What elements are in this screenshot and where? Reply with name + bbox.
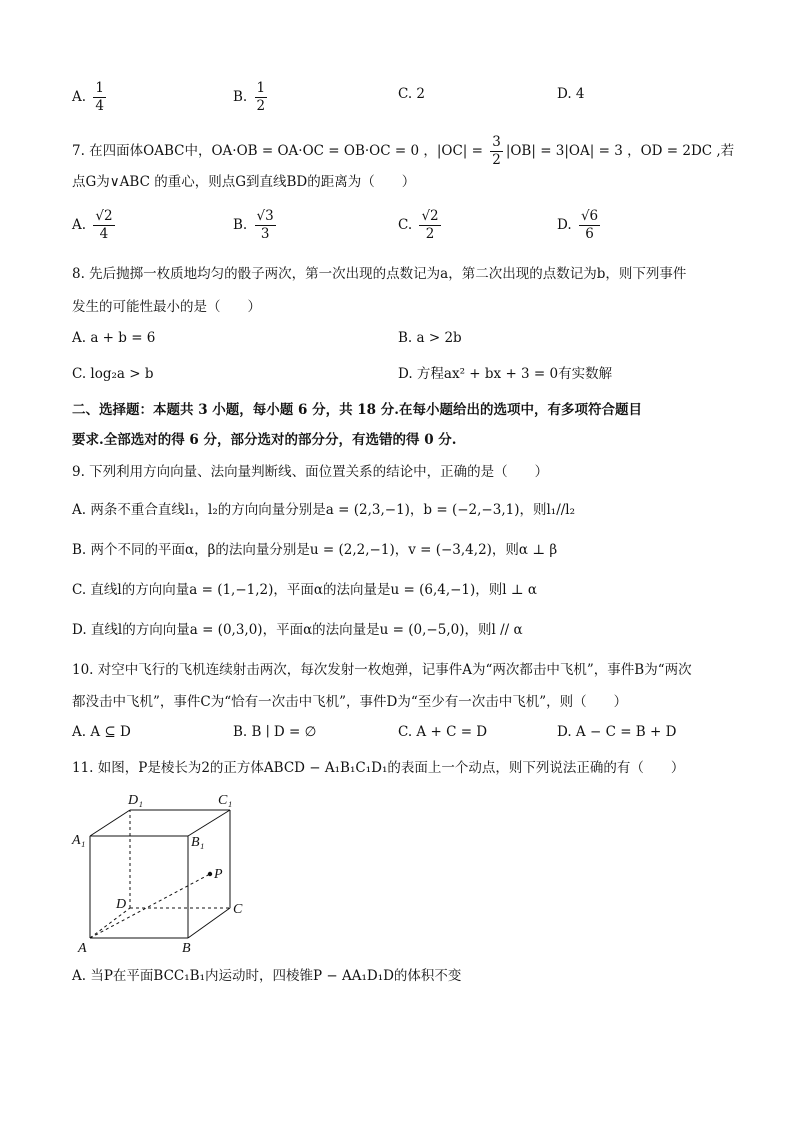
q7-option-c: C. $\frac{√2}{2}$ bbox=[398, 208, 439, 242]
label-B: B bbox=[182, 941, 191, 956]
q10-option-c: C. A + C = D bbox=[398, 724, 488, 740]
q10-option-b: B. B ∣ D = ∅ bbox=[233, 724, 317, 740]
q6-option-a: A. $\frac{1}{4}$ bbox=[72, 80, 104, 114]
q7-option-b: B. $\frac{√3}{3}$ bbox=[233, 208, 274, 242]
q6-option-b: B. $\frac{1}{2}$ bbox=[233, 80, 266, 114]
label-B1: B₁ bbox=[191, 835, 205, 850]
q9-option-c: C. 直线l的方向向量a = (1,−1,2)，平面α的法向量是u = (6,4,−1)，则l ⊥ α bbox=[72, 582, 537, 598]
edge-A1-D1 bbox=[90, 810, 130, 836]
q9-stem: 9. 下列利用方向向量、法向量判断线、面位置关系的结论中，正确的是（ ） bbox=[72, 464, 549, 480]
q8-stem-line2: 发生的可能性最小的是（ ） bbox=[72, 299, 261, 315]
q10-stem-line2: 都没击中飞机”，事件C为“恰有一次击中飞机”，事件D为“至少有一次击中飞机”，则（ ） bbox=[72, 694, 628, 710]
q7-fraction: $\frac{3}{2}$ bbox=[492, 134, 501, 168]
label-D1: D₁ bbox=[128, 793, 143, 808]
q9-option-d: D. 直线l的方向向量a = (0,3,0)，平面α的法向量是u = (0,−5,0)，则l // α bbox=[72, 622, 523, 638]
point-P bbox=[208, 872, 212, 876]
q8-option-d: D. 方程ax² + bx + 3 = 0有实数解 bbox=[398, 366, 613, 382]
q9-option-a: A. 两条不重合直线l₁，l₂的方向向量分别是a = (2,3,−1)，b = (−2,−3,1)，则l₁//l₂ bbox=[72, 502, 576, 518]
q10-stem-line1: 10. 对空中飞行的飞机连续射击两次，每次发射一枚炮弹，记事件A为“两次都击中飞机”，事件B为“两次 bbox=[72, 662, 692, 678]
label-A: A bbox=[78, 941, 87, 956]
q10-option-d: D. A − C = B + D bbox=[557, 724, 677, 740]
edge-B-C bbox=[188, 908, 230, 938]
q10-option-a: A. A ⊆ D bbox=[72, 724, 131, 740]
section2-heading-line1: 二、选择题：本题共 3 小题，每小题 6 分，共 18 分.在每小题给出的选项中，有多项符合题目 bbox=[72, 402, 642, 418]
edge-A-D bbox=[90, 908, 130, 938]
q11-stem: 11. 如图，P是棱长为2的正方体ABCD − A₁B₁C₁D₁的表面上一个动点，则下列说法正确的有（ ） bbox=[72, 760, 685, 776]
label-P: P bbox=[214, 867, 223, 882]
cube-figure bbox=[70, 788, 260, 958]
q7-option-a: A. $\frac{√2}{4}$ bbox=[72, 208, 113, 242]
section2-heading-line2: 要求.全部选对的得 6 分，部分选对的部分分，有选错的得 0 分. bbox=[72, 432, 457, 448]
label-A1: A₁ bbox=[72, 833, 86, 848]
q7-stem-line2: 点G为∨ABC 的重心，则点G到直线BD的距离为（ ） bbox=[72, 174, 416, 190]
q7-option-d: D. $\frac{√6}{6}$ bbox=[557, 208, 599, 242]
q6-option-d: D. 4 bbox=[557, 86, 585, 102]
q6-option-c: C. 2 bbox=[398, 86, 426, 102]
q11-option-a: A. 当P在平面BCC₁B₁内运动时，四棱锥P − AA₁D₁D的体积不变 bbox=[72, 968, 462, 984]
q8-option-a: A. a + b = 6 bbox=[72, 330, 156, 346]
label-D: D bbox=[116, 897, 127, 912]
segment-A-P bbox=[90, 874, 210, 938]
q8-stem-line1: 8. 先后抛掷一枚质地均匀的骰子两次，第一次出现的点数记为a，第二次出现的点数记为b，则下列事件 bbox=[72, 266, 687, 282]
q7-stem-line1: 7. 在四面体OABC中，OA·OB = OA·OC = OB·OC = 0 ，|OC| = $\frac{3}{2}$ |OB| = 3|OA| = 3 ，OD = 2DC ,若 bbox=[72, 134, 735, 168]
q6-b-fraction: $\frac{1}{2}$ bbox=[256, 80, 266, 114]
q6-a-fraction: $\frac{1}{4}$ bbox=[95, 80, 104, 114]
q8-option-b: B. a > 2b bbox=[398, 330, 462, 346]
q9-option-b: B. 两个不同的平面α，β的法向量分别是u = (2,2,−1)，v = (−3,4,2)，则α ⊥ β bbox=[72, 542, 558, 558]
label-C: C bbox=[233, 902, 243, 917]
q8-option-c: C. log₂a > b bbox=[72, 366, 154, 382]
label-C1: C₁ bbox=[218, 793, 233, 808]
edge-B1-C1 bbox=[188, 810, 230, 836]
